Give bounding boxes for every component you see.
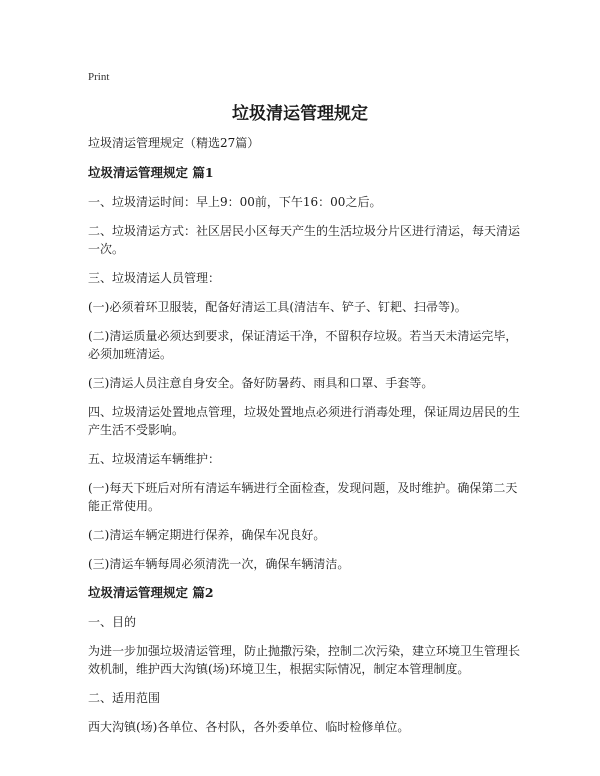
paragraph-line: 为进一步加强垃圾清运管理，防止抛撒污染，控制二次污染，建立环境卫生管理长 (88, 644, 521, 658)
paragraph (88, 298, 518, 316)
paragraph-line: 五、垃圾清运车辆维护： (88, 452, 221, 466)
paragraph (88, 642, 521, 678)
document-subtitle: 垃圾清运管理规定（精选27篇） (88, 136, 260, 150)
paragraph (88, 269, 518, 287)
paragraph-line: 必须加班清运。 (88, 347, 173, 361)
paragraph (88, 450, 518, 468)
paragraph-line: 二、垃圾清运方式：社区居民小区每天产生的生活垃圾分片区进行清运，每天清运 (88, 224, 521, 238)
paragraph-line: (三)清运人员注意自身安全。备好防暑药、雨具和口罩、手套等。 (88, 376, 434, 390)
section-2-paragraphs (88, 613, 521, 736)
section-1-paragraphs (88, 193, 521, 573)
paragraph-line: (一)必须着环卫服装，配备好清运工具(清洁车、铲子、钉耙、扫帚等)。 (88, 300, 467, 314)
paragraph (88, 526, 518, 544)
paragraph (88, 479, 518, 515)
paragraph-line: 一、目的 (88, 615, 137, 629)
section-1-heading: 垃圾清运管理规定 篇1 (88, 165, 214, 180)
paragraph (88, 327, 518, 363)
document-title: 垃圾清运管理规定 (232, 104, 368, 124)
paragraph-line: (三)清运车辆每周必须清洗一次，确保车辆清洁。 (88, 557, 350, 571)
section-2 (88, 584, 521, 736)
paragraph (88, 374, 518, 392)
paragraph-line: 西大沟镇(场)各单位、各村队，各外委单位、临时检修单位。 (88, 720, 410, 734)
print-link[interactable]: Print (88, 71, 110, 83)
paragraph-line: (二)清运车辆定期进行保养，确保车况良好。 (88, 528, 326, 542)
paragraph-line: 三、垃圾清运人员管理： (88, 271, 221, 285)
paragraph (88, 689, 518, 707)
paragraph (88, 718, 518, 736)
paragraph-line: (一)每天下班后对所有清运车辆进行全面检查，发现问题，及时维护。确保第二天 (88, 481, 518, 495)
section-1 (88, 164, 521, 573)
paragraph-line: 能正常使用。 (88, 499, 161, 513)
paragraph-line: 一、垃圾清运时间：早上9：00前，下午16：00之后。 (88, 195, 382, 209)
paragraph (88, 222, 521, 258)
paragraph-line: (二)清运质量必须达到要求，保证清运干净，不留积存垃圾。若当天未清运完毕， (88, 329, 518, 343)
paragraph (88, 193, 518, 211)
paragraph-line: 四、垃圾清运处置地点管理，垃圾处置地点必须进行消毒处理，保证周边居民的生 (88, 405, 521, 419)
paragraph-line: 二、适用范围 (88, 691, 161, 705)
section-2-heading: 垃圾清运管理规定 篇2 (88, 585, 214, 600)
paragraph-line: 产生活不受影响。 (88, 423, 185, 437)
paragraph-line: 一次。 (88, 242, 125, 256)
paragraph (88, 403, 521, 439)
paragraph-line: 效机制，维护西大沟镇(场)环境卫生，根据实际情况，制定本管理制度。 (88, 662, 470, 676)
document-body (88, 134, 521, 747)
paragraph (88, 555, 518, 573)
paragraph (88, 613, 518, 631)
